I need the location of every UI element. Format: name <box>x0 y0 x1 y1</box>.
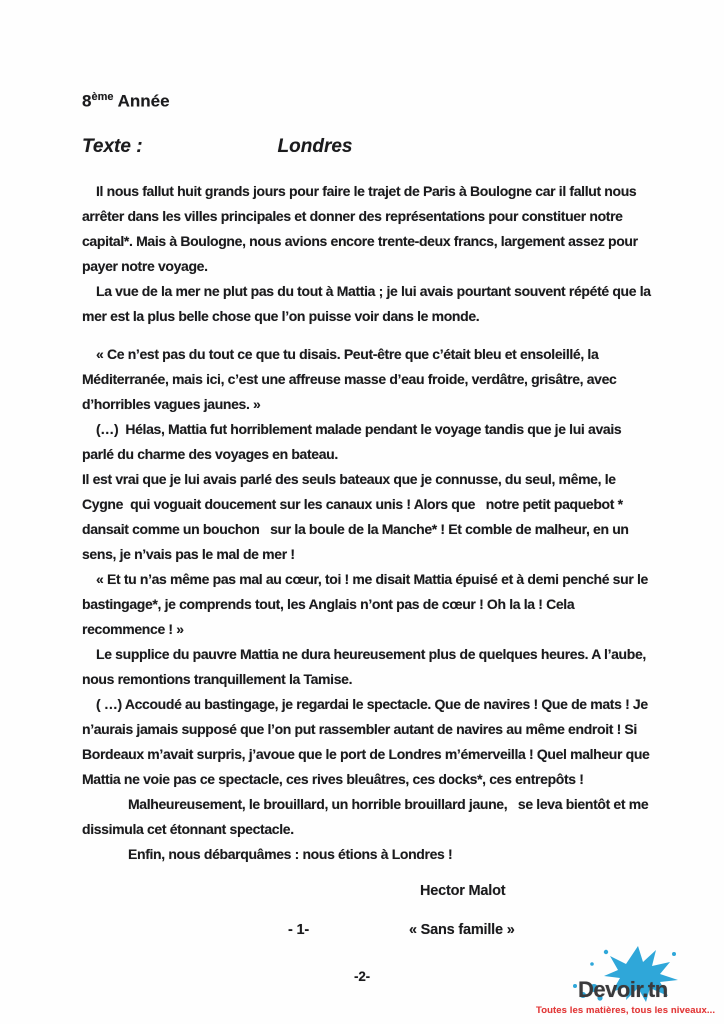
page-number: -2- <box>354 969 370 984</box>
paragraph: La vue de la mer ne plut pas du tout à Mattia ; je lui avais pourtant souvent répété que la mer est la plus belle chose que l’on puisse voir dans le monde. <box>82 282 655 324</box>
grade-number: 8 <box>82 91 92 111</box>
source-line <box>82 918 654 943</box>
author-name: Hector Malot <box>420 882 506 899</box>
grade-heading <box>82 86 654 113</box>
body-text <box>82 179 654 867</box>
devoir-logo <box>536 944 718 1018</box>
logo-wordmark: Devoir.tn <box>578 977 668 1002</box>
source-page-ref: - 1- <box>288 921 309 938</box>
text-title-row <box>82 135 654 159</box>
paragraph: Il nous fallut huit grands jours pour faire le trajet de Paris à Boulogne car il fallut nous arrêter dans les villes principales et donner des représentations pour constituer notre capital*. Mais à Boulogne, nous avions encore trente-deux francs, largement assez pour payer notre voyage. <box>82 182 642 274</box>
paragraph: Enfin, nous débarquâmes : nous étions à Londres ! <box>128 845 453 862</box>
grade-suffix: ème <box>91 91 114 103</box>
paragraph: Le supplice du pauvre Mattia ne dura heureusement plus de quelques heures. A l’aube, nous remontions tranquillement la Tamise. <box>82 645 650 687</box>
paragraph: Malheureusement, le brouillard, un horrible brouillard jaune, se leva bientôt et me dissimula cet étonnant spectacle. <box>82 795 652 837</box>
grade-word: Année <box>113 91 170 111</box>
paragraph: Il est vrai que je lui avais parlé des seuls bateaux que je connusse, du seul, même, le Cygne qui voguait doucement sur les canaux unis ! Alors que notre petit paquebot * dansait comme un bouchon sur la boule de la Manche* ! Et comble de malheur, en un sens, je n’vais pas le mal de mer ! <box>82 470 633 562</box>
work-title: « Sans famille » <box>408 921 515 938</box>
paragraph: « Ce n’est pas du tout ce que tu disais. Peut-être que c’était bleu et ensoleillé, la Méditerranée, mais ici, c’est une affreuse masse d’eau froide, verdâtre, grisâtre, avec d’horribles vagues jaunes. » <box>82 345 621 412</box>
paragraph: « Et tu n’as même pas mal au cœur, toi ! me disait Mattia épuisé et à demi penché sur le bastingage*, je comprends tout, les Anglais n’ont pas de cœur ! Oh la la ! Cela recommence ! » <box>82 570 652 637</box>
text-title: Londres <box>277 135 353 157</box>
paragraph: ( …) Accoudé au bastingage, je regardai le spectacle. Que de navires ! Que de mats ! Je n’aurais jamais supposé que l’on put rassembler autant de navires au même endroit ! Si Bordeaux m’avait surpris, j’avoue que le port de Londres m’émerveilla ! Quel malheur que Mattia ne voie pas ce spectacle, ces rives bleuâtres, ces docks*, ces entrepôts ! <box>82 695 654 787</box>
text-label: Texte : <box>82 135 143 157</box>
paragraph: (…) Hélas, Mattia fut horriblement malade pendant le voyage tandis que je lui avais parlé du charme des voyages en bateau. <box>82 420 625 462</box>
logo-tagline: Toutes les matières, tous les niveaux... <box>536 1005 716 1016</box>
